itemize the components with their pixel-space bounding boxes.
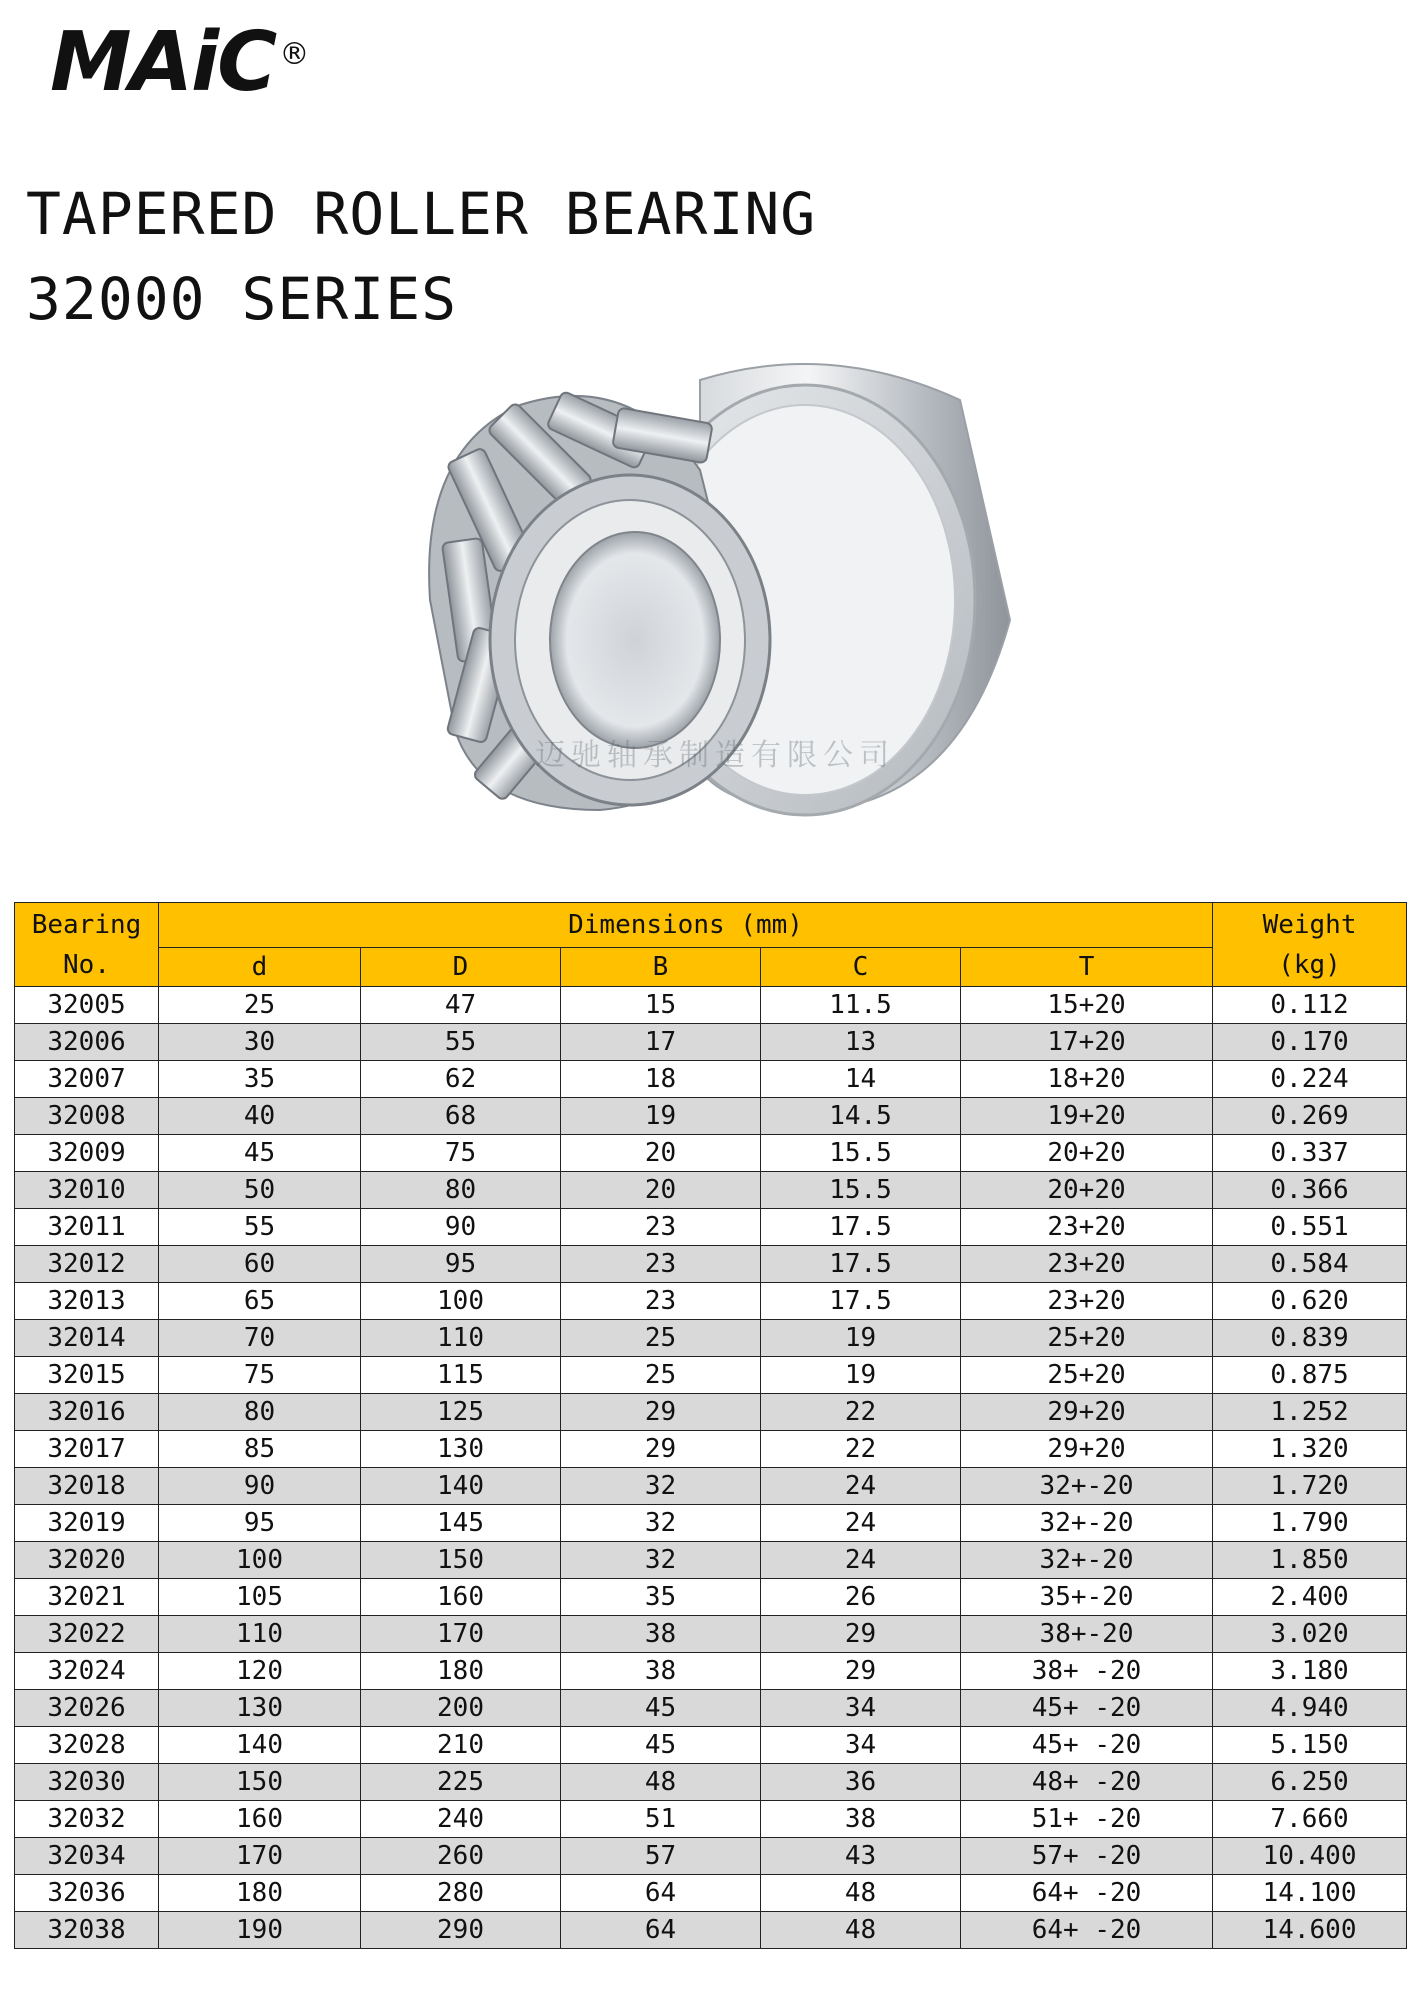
table-row <box>15 987 1407 1024</box>
header-bearing-line1: Bearing <box>31 909 142 940</box>
cell-weight: 0.620 <box>1213 1283 1407 1320</box>
header-dimensions: Dimensions (mm) <box>159 903 1213 948</box>
cell-D: 100 <box>361 1283 561 1320</box>
cell-B: 23 <box>561 1283 761 1320</box>
cell-bearing-no: 32017 <box>15 1431 159 1468</box>
table-row <box>15 1542 1407 1579</box>
table-row <box>15 1764 1407 1801</box>
cell-T: 38+ -20 <box>961 1653 1213 1690</box>
table-row <box>15 1061 1407 1098</box>
cell-bearing-no: 32015 <box>15 1357 159 1394</box>
cell-weight: 10.400 <box>1213 1838 1407 1875</box>
cell-d: 55 <box>159 1209 361 1246</box>
header-bearing-line2: No. <box>63 949 110 980</box>
cell-C: 15.5 <box>761 1135 961 1172</box>
cell-weight: 0.366 <box>1213 1172 1407 1209</box>
cell-B: 29 <box>561 1431 761 1468</box>
cell-T: 35+-20 <box>961 1579 1213 1616</box>
cell-D: 55 <box>361 1024 561 1061</box>
cell-bearing-no: 32038 <box>15 1912 159 1949</box>
cell-D: 47 <box>361 987 561 1024</box>
cell-bearing-no: 32011 <box>15 1209 159 1246</box>
cell-T: 32+-20 <box>961 1468 1213 1505</box>
cell-B: 32 <box>561 1542 761 1579</box>
table-row <box>15 1394 1407 1431</box>
cell-T: 64+ -20 <box>961 1912 1213 1949</box>
cell-B: 64 <box>561 1912 761 1949</box>
cell-T: 23+20 <box>961 1209 1213 1246</box>
table-row <box>15 1320 1407 1357</box>
table-row <box>15 1357 1407 1394</box>
cell-bearing-no: 32036 <box>15 1875 159 1912</box>
image-watermark: 迈驰轴承制造有限公司 <box>535 738 895 773</box>
cell-d: 90 <box>159 1468 361 1505</box>
cell-B: 51 <box>561 1801 761 1838</box>
cell-D: 125 <box>361 1394 561 1431</box>
cell-bearing-no: 32019 <box>15 1505 159 1542</box>
header-bearing-no <box>15 903 159 987</box>
bearing-spec-table <box>14 902 1407 1949</box>
cell-T: 29+20 <box>961 1394 1213 1431</box>
cell-D: 68 <box>361 1098 561 1135</box>
cell-D: 110 <box>361 1320 561 1357</box>
cell-B: 45 <box>561 1727 761 1764</box>
cell-D: 240 <box>361 1801 561 1838</box>
table-row <box>15 1431 1407 1468</box>
table-row <box>15 1135 1407 1172</box>
cell-weight: 1.850 <box>1213 1542 1407 1579</box>
cell-D: 62 <box>361 1061 561 1098</box>
cell-weight: 0.337 <box>1213 1135 1407 1172</box>
cell-bearing-no: 32016 <box>15 1394 159 1431</box>
cell-T: 57+ -20 <box>961 1838 1213 1875</box>
cell-T: 25+20 <box>961 1320 1213 1357</box>
cell-B: 17 <box>561 1024 761 1061</box>
cell-B: 20 <box>561 1135 761 1172</box>
cell-d: 35 <box>159 1061 361 1098</box>
cell-B: 29 <box>561 1394 761 1431</box>
table-row <box>15 1172 1407 1209</box>
cell-D: 280 <box>361 1875 561 1912</box>
cell-T: 45+ -20 <box>961 1727 1213 1764</box>
cell-C: 19 <box>761 1357 961 1394</box>
header-weight-line2: (kg) <box>1278 949 1341 980</box>
cell-weight: 1.790 <box>1213 1505 1407 1542</box>
cell-D: 200 <box>361 1690 561 1727</box>
cell-T: 18+20 <box>961 1061 1213 1098</box>
cell-weight: 0.112 <box>1213 987 1407 1024</box>
header-col-T: T <box>961 948 1213 987</box>
cell-bearing-no: 32012 <box>15 1246 159 1283</box>
cell-weight: 5.150 <box>1213 1727 1407 1764</box>
cell-B: 25 <box>561 1357 761 1394</box>
cell-weight: 0.839 <box>1213 1320 1407 1357</box>
cell-D: 90 <box>361 1209 561 1246</box>
cell-bearing-no: 32010 <box>15 1172 159 1209</box>
table-row <box>15 1727 1407 1764</box>
cell-D: 210 <box>361 1727 561 1764</box>
cell-d: 70 <box>159 1320 361 1357</box>
cell-D: 260 <box>361 1838 561 1875</box>
cell-T: 48+ -20 <box>961 1764 1213 1801</box>
cell-weight: 0.875 <box>1213 1357 1407 1394</box>
cell-weight: 6.250 <box>1213 1764 1407 1801</box>
cell-d: 40 <box>159 1098 361 1135</box>
cell-d: 140 <box>159 1727 361 1764</box>
table-row <box>15 1653 1407 1690</box>
cell-d: 50 <box>159 1172 361 1209</box>
cell-weight: 0.584 <box>1213 1246 1407 1283</box>
cell-weight: 0.551 <box>1213 1209 1407 1246</box>
cell-bearing-no: 32009 <box>15 1135 159 1172</box>
cell-d: 160 <box>159 1801 361 1838</box>
cell-bearing-no: 32014 <box>15 1320 159 1357</box>
cell-T: 51+ -20 <box>961 1801 1213 1838</box>
cell-B: 38 <box>561 1653 761 1690</box>
table-row <box>15 1912 1407 1949</box>
cell-T: 15+20 <box>961 987 1213 1024</box>
cell-C: 17.5 <box>761 1283 961 1320</box>
cell-C: 24 <box>761 1542 961 1579</box>
cell-D: 160 <box>361 1579 561 1616</box>
cell-d: 45 <box>159 1135 361 1172</box>
cell-T: 32+-20 <box>961 1542 1213 1579</box>
table-row <box>15 1875 1407 1912</box>
table-row <box>15 1616 1407 1653</box>
cell-D: 150 <box>361 1542 561 1579</box>
cell-bearing-no: 32018 <box>15 1468 159 1505</box>
cell-C: 14 <box>761 1061 961 1098</box>
cell-T: 19+20 <box>961 1098 1213 1135</box>
cell-C: 22 <box>761 1394 961 1431</box>
cell-D: 80 <box>361 1172 561 1209</box>
cell-C: 15.5 <box>761 1172 961 1209</box>
cell-B: 23 <box>561 1246 761 1283</box>
cell-T: 32+-20 <box>961 1505 1213 1542</box>
cell-bearing-no: 32022 <box>15 1616 159 1653</box>
cell-B: 35 <box>561 1579 761 1616</box>
cell-bearing-no: 32020 <box>15 1542 159 1579</box>
cell-T: 23+20 <box>961 1246 1213 1283</box>
cell-C: 29 <box>761 1653 961 1690</box>
cell-bearing-no: 32034 <box>15 1838 159 1875</box>
cell-weight: 1.252 <box>1213 1394 1407 1431</box>
cell-d: 30 <box>159 1024 361 1061</box>
cell-B: 45 <box>561 1690 761 1727</box>
header-col-d: d <box>159 948 361 987</box>
table-row <box>15 1024 1407 1061</box>
cell-C: 17.5 <box>761 1209 961 1246</box>
table-row <box>15 1690 1407 1727</box>
cell-C: 34 <box>761 1727 961 1764</box>
cell-C: 34 <box>761 1690 961 1727</box>
registered-mark: ® <box>279 37 308 72</box>
bearing-product-image <box>400 340 1120 860</box>
cell-bearing-no: 32005 <box>15 987 159 1024</box>
cell-D: 115 <box>361 1357 561 1394</box>
cell-weight: 1.720 <box>1213 1468 1407 1505</box>
table-row <box>15 1505 1407 1542</box>
cell-weight: 14.600 <box>1213 1912 1407 1949</box>
cell-B: 18 <box>561 1061 761 1098</box>
cell-weight: 4.940 <box>1213 1690 1407 1727</box>
cell-D: 180 <box>361 1653 561 1690</box>
brand-logo <box>50 15 308 110</box>
cell-D: 130 <box>361 1431 561 1468</box>
cell-d: 95 <box>159 1505 361 1542</box>
cell-weight: 3.180 <box>1213 1653 1407 1690</box>
header-col-B: B <box>561 948 761 987</box>
cell-d: 85 <box>159 1431 361 1468</box>
spec-table-body <box>15 987 1407 1949</box>
cell-B: 15 <box>561 987 761 1024</box>
cell-D: 75 <box>361 1135 561 1172</box>
cell-B: 48 <box>561 1764 761 1801</box>
table-row <box>15 1098 1407 1135</box>
cell-bearing-no: 32028 <box>15 1727 159 1764</box>
cell-D: 170 <box>361 1616 561 1653</box>
cell-d: 60 <box>159 1246 361 1283</box>
cell-d: 100 <box>159 1542 361 1579</box>
cell-T: 25+20 <box>961 1357 1213 1394</box>
cell-bearing-no: 32007 <box>15 1061 159 1098</box>
cell-C: 24 <box>761 1468 961 1505</box>
cell-C: 22 <box>761 1431 961 1468</box>
cell-weight: 0.224 <box>1213 1061 1407 1098</box>
cell-T: 45+ -20 <box>961 1690 1213 1727</box>
cell-d: 120 <box>159 1653 361 1690</box>
cell-weight: 3.020 <box>1213 1616 1407 1653</box>
cell-C: 11.5 <box>761 987 961 1024</box>
cell-C: 26 <box>761 1579 961 1616</box>
cell-weight: 14.100 <box>1213 1875 1407 1912</box>
header-col-C: C <box>761 948 961 987</box>
cell-weight: 0.269 <box>1213 1098 1407 1135</box>
cell-d: 110 <box>159 1616 361 1653</box>
cell-T: 20+20 <box>961 1135 1213 1172</box>
table-row <box>15 1468 1407 1505</box>
cell-D: 95 <box>361 1246 561 1283</box>
cell-bearing-no: 32008 <box>15 1098 159 1135</box>
table-row <box>15 1838 1407 1875</box>
cell-C: 29 <box>761 1616 961 1653</box>
cell-weight: 2.400 <box>1213 1579 1407 1616</box>
cell-d: 65 <box>159 1283 361 1320</box>
cell-B: 19 <box>561 1098 761 1135</box>
cell-T: 23+20 <box>961 1283 1213 1320</box>
cell-d: 105 <box>159 1579 361 1616</box>
cell-T: 17+20 <box>961 1024 1213 1061</box>
brand-name: MAiC <box>50 15 276 110</box>
cell-D: 225 <box>361 1764 561 1801</box>
cell-weight: 0.170 <box>1213 1024 1407 1061</box>
cell-T: 29+20 <box>961 1431 1213 1468</box>
cell-C: 19 <box>761 1320 961 1357</box>
series-subtitle: 32000 SERIES <box>26 265 458 333</box>
cell-D: 145 <box>361 1505 561 1542</box>
cell-B: 64 <box>561 1875 761 1912</box>
cell-bearing-no: 32030 <box>15 1764 159 1801</box>
cell-d: 170 <box>159 1838 361 1875</box>
cell-C: 24 <box>761 1505 961 1542</box>
cell-B: 32 <box>561 1505 761 1542</box>
cell-C: 13 <box>761 1024 961 1061</box>
cell-D: 140 <box>361 1468 561 1505</box>
cell-C: 48 <box>761 1912 961 1949</box>
cell-D: 290 <box>361 1912 561 1949</box>
header-col-D: D <box>361 948 561 987</box>
table-row <box>15 1801 1407 1838</box>
table-row <box>15 1283 1407 1320</box>
cell-d: 150 <box>159 1764 361 1801</box>
cell-B: 20 <box>561 1172 761 1209</box>
cell-bearing-no: 32006 <box>15 1024 159 1061</box>
page-title: TAPERED ROLLER BEARING <box>26 180 817 248</box>
cell-C: 48 <box>761 1875 961 1912</box>
cell-bearing-no: 32013 <box>15 1283 159 1320</box>
cell-B: 32 <box>561 1468 761 1505</box>
table-row <box>15 1209 1407 1246</box>
cell-d: 75 <box>159 1357 361 1394</box>
cell-d: 80 <box>159 1394 361 1431</box>
cell-C: 38 <box>761 1801 961 1838</box>
header-weight-line1: Weight <box>1262 909 1357 940</box>
cell-bearing-no: 32026 <box>15 1690 159 1727</box>
cell-B: 25 <box>561 1320 761 1357</box>
cell-weight: 1.320 <box>1213 1431 1407 1468</box>
cell-B: 38 <box>561 1616 761 1653</box>
cell-d: 190 <box>159 1912 361 1949</box>
cell-bearing-no: 32024 <box>15 1653 159 1690</box>
cell-d: 180 <box>159 1875 361 1912</box>
table-row <box>15 1246 1407 1283</box>
cell-d: 130 <box>159 1690 361 1727</box>
cell-d: 25 <box>159 987 361 1024</box>
header-weight <box>1213 903 1407 987</box>
cell-T: 20+20 <box>961 1172 1213 1209</box>
cell-C: 17.5 <box>761 1246 961 1283</box>
cell-B: 57 <box>561 1838 761 1875</box>
cell-C: 36 <box>761 1764 961 1801</box>
cell-T: 64+ -20 <box>961 1875 1213 1912</box>
cell-C: 43 <box>761 1838 961 1875</box>
cell-C: 14.5 <box>761 1098 961 1135</box>
cell-bearing-no: 32032 <box>15 1801 159 1838</box>
cell-T: 38+-20 <box>961 1616 1213 1653</box>
cell-weight: 7.660 <box>1213 1801 1407 1838</box>
cell-bearing-no: 32021 <box>15 1579 159 1616</box>
table-row <box>15 1579 1407 1616</box>
cell-B: 23 <box>561 1209 761 1246</box>
